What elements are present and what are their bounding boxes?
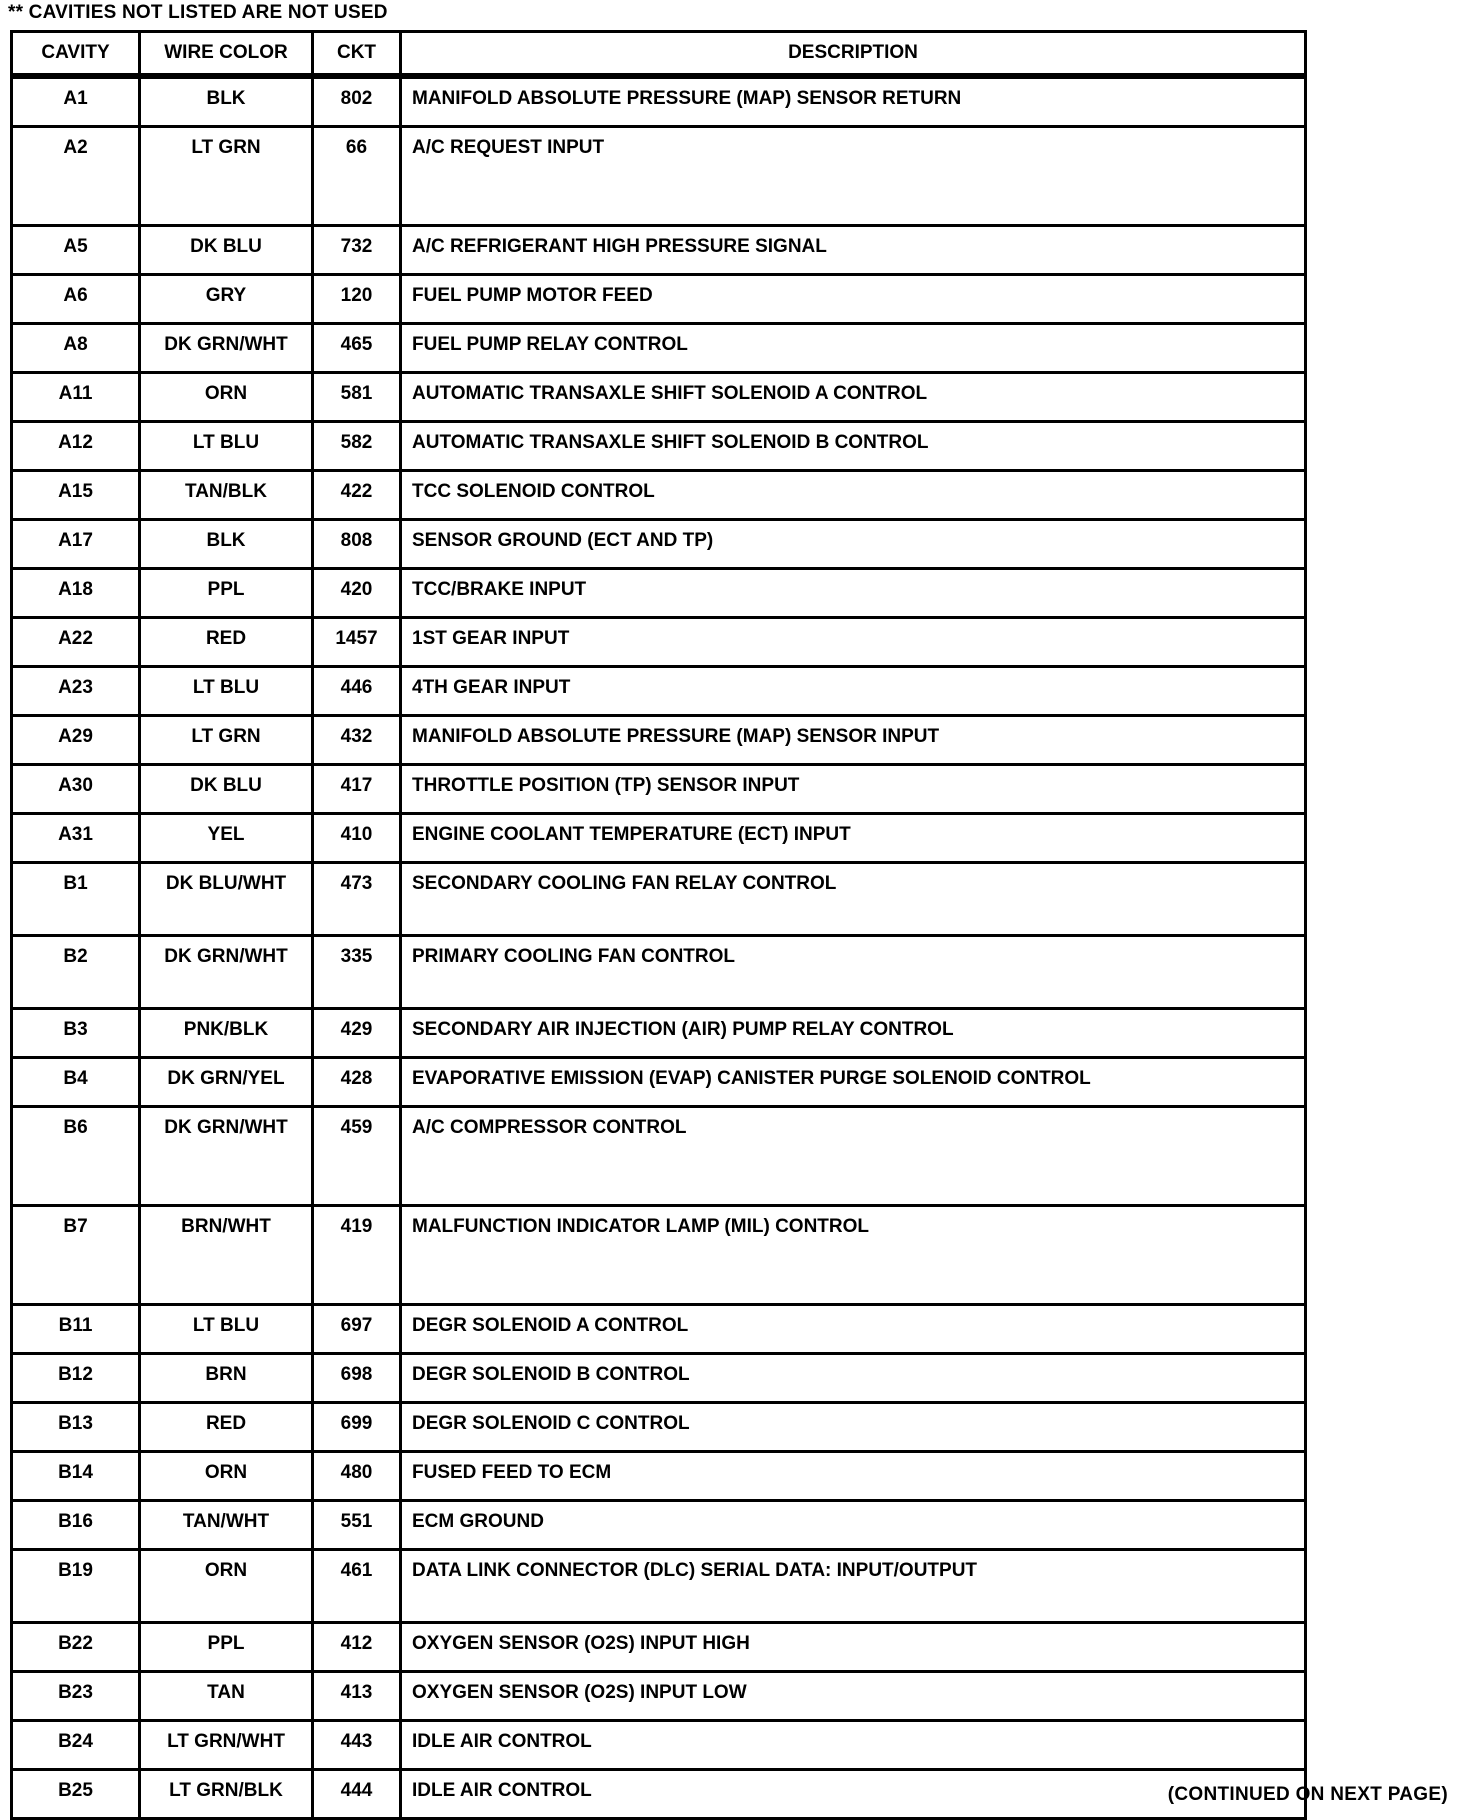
ckt-cell: 432 <box>313 716 401 765</box>
description-cell: A/C COMPRESSOR CONTROL <box>401 1107 1306 1206</box>
ckt-cell: 335 <box>313 936 401 1009</box>
cavity-cell: A29 <box>12 716 140 765</box>
cavity-cell: B4 <box>12 1058 140 1107</box>
ckt-cell: 444 <box>313 1770 401 1819</box>
wire-color-cell: LT GRN/WHT <box>140 1721 313 1770</box>
description-cell: ENGINE COOLANT TEMPERATURE (ECT) INPUT <box>401 814 1306 863</box>
cavities-note: ** CAVITIES NOT LISTED ARE NOT USED <box>8 2 388 23</box>
cavity-cell: B7 <box>12 1206 140 1305</box>
cavity-cell: A2 <box>12 127 140 226</box>
description-cell: DEGR SOLENOID A CONTROL <box>401 1305 1306 1354</box>
cavity-cell: B12 <box>12 1354 140 1403</box>
cavity-cell: A5 <box>12 226 140 275</box>
cavity-cell: A11 <box>12 373 140 422</box>
wire-color-cell: TAN/BLK <box>140 471 313 520</box>
table-row <box>12 1672 1306 1721</box>
wire-color-cell: GRY <box>140 275 313 324</box>
ckt-cell: 443 <box>313 1721 401 1770</box>
cavity-cell: B1 <box>12 863 140 936</box>
wire-color-cell: DK GRN/WHT <box>140 936 313 1009</box>
description-cell: AUTOMATIC TRANSAXLE SHIFT SOLENOID B CONTROL <box>401 422 1306 471</box>
ckt-cell: 1457 <box>313 618 401 667</box>
ckt-cell: 410 <box>313 814 401 863</box>
cavity-cell: B2 <box>12 936 140 1009</box>
description-cell: IDLE AIR CONTROL <box>401 1721 1306 1770</box>
connector-pinout-table <box>10 30 1307 1820</box>
description-cell: AUTOMATIC TRANSAXLE SHIFT SOLENOID A CONTROL <box>401 373 1306 422</box>
wire-color-cell: LT BLU <box>140 667 313 716</box>
description-cell: A/C REQUEST INPUT <box>401 127 1306 226</box>
table-row <box>12 765 1306 814</box>
table-body <box>12 76 1306 1819</box>
ckt-cell: 422 <box>313 471 401 520</box>
description-cell: MALFUNCTION INDICATOR LAMP (MIL) CONTROL <box>401 1206 1306 1305</box>
header-cavity: CAVITY <box>12 32 140 77</box>
header-ckt: CKT <box>313 32 401 77</box>
table-row <box>12 226 1306 275</box>
table-row <box>12 520 1306 569</box>
cavity-cell: A30 <box>12 765 140 814</box>
ckt-cell: 581 <box>313 373 401 422</box>
description-cell: 4TH GEAR INPUT <box>401 667 1306 716</box>
description-cell: DEGR SOLENOID B CONTROL <box>401 1354 1306 1403</box>
cavity-cell: B19 <box>12 1550 140 1623</box>
cavity-cell: A23 <box>12 667 140 716</box>
description-cell: IDLE AIR CONTROL <box>401 1770 1306 1819</box>
ckt-cell: 480 <box>313 1452 401 1501</box>
table-row <box>12 863 1306 936</box>
wire-color-cell: TAN <box>140 1672 313 1721</box>
table-row <box>12 1721 1306 1770</box>
wire-color-cell: DK BLU <box>140 226 313 275</box>
wire-color-cell: DK BLU <box>140 765 313 814</box>
ckt-cell: 551 <box>313 1501 401 1550</box>
wire-color-cell: BLK <box>140 76 313 127</box>
header-description: DESCRIPTION <box>401 32 1306 77</box>
description-cell: TCC/BRAKE INPUT <box>401 569 1306 618</box>
description-cell: ECM GROUND <box>401 1501 1306 1550</box>
table-row <box>12 275 1306 324</box>
table-row <box>12 667 1306 716</box>
description-cell: FUEL PUMP RELAY CONTROL <box>401 324 1306 373</box>
wire-color-cell: LT GRN <box>140 127 313 226</box>
cavity-cell: A18 <box>12 569 140 618</box>
wire-color-cell: DK GRN/WHT <box>140 324 313 373</box>
cavity-cell: A17 <box>12 520 140 569</box>
description-cell: MANIFOLD ABSOLUTE PRESSURE (MAP) SENSOR INPUT <box>401 716 1306 765</box>
table-row <box>12 324 1306 373</box>
cavity-cell: A12 <box>12 422 140 471</box>
ckt-cell: 429 <box>313 1009 401 1058</box>
description-cell: THROTTLE POSITION (TP) SENSOR INPUT <box>401 765 1306 814</box>
description-cell: DEGR SOLENOID C CONTROL <box>401 1403 1306 1452</box>
ckt-cell: 417 <box>313 765 401 814</box>
ckt-cell: 473 <box>313 863 401 936</box>
ckt-cell: 459 <box>313 1107 401 1206</box>
ckt-cell: 461 <box>313 1550 401 1623</box>
cavity-cell: B14 <box>12 1452 140 1501</box>
description-cell: OXYGEN SENSOR (O2S) INPUT HIGH <box>401 1623 1306 1672</box>
ckt-cell: 582 <box>313 422 401 471</box>
wire-color-cell: BLK <box>140 520 313 569</box>
wire-color-cell: ORN <box>140 1550 313 1623</box>
table-row <box>12 1501 1306 1550</box>
cavity-cell: A31 <box>12 814 140 863</box>
table-row <box>12 1403 1306 1452</box>
table-row <box>12 618 1306 667</box>
cavity-cell: B25 <box>12 1770 140 1819</box>
cavity-cell: B11 <box>12 1305 140 1354</box>
table-row <box>12 814 1306 863</box>
wire-color-cell: BRN/WHT <box>140 1206 313 1305</box>
description-cell: A/C REFRIGERANT HIGH PRESSURE SIGNAL <box>401 226 1306 275</box>
table-row <box>12 127 1306 226</box>
table-row <box>12 936 1306 1009</box>
description-cell: SECONDARY AIR INJECTION (AIR) PUMP RELAY CONTROL <box>401 1009 1306 1058</box>
table-row <box>12 373 1306 422</box>
ckt-cell: 802 <box>313 76 401 127</box>
wire-color-cell: ORN <box>140 1452 313 1501</box>
cavity-cell: B24 <box>12 1721 140 1770</box>
ckt-cell: 697 <box>313 1305 401 1354</box>
cavity-cell: B3 <box>12 1009 140 1058</box>
wire-color-cell: LT BLU <box>140 1305 313 1354</box>
cavity-cell: A22 <box>12 618 140 667</box>
cavity-cell: B6 <box>12 1107 140 1206</box>
wire-color-cell: BRN <box>140 1354 313 1403</box>
wire-color-cell: RED <box>140 618 313 667</box>
table-row <box>12 471 1306 520</box>
description-cell: FUSED FEED TO ECM <box>401 1452 1306 1501</box>
ckt-cell: 120 <box>313 275 401 324</box>
table-row <box>12 1058 1306 1107</box>
description-cell: FUEL PUMP MOTOR FEED <box>401 275 1306 324</box>
cavity-cell: A1 <box>12 76 140 127</box>
wire-color-cell: LT BLU <box>140 422 313 471</box>
continued-note: (CONTINUED ON NEXT PAGE) <box>1167 1784 1448 1805</box>
description-cell: 1ST GEAR INPUT <box>401 618 1306 667</box>
table-row <box>12 1009 1306 1058</box>
ckt-cell: 465 <box>313 324 401 373</box>
ckt-cell: 420 <box>313 569 401 618</box>
cavity-cell: B22 <box>12 1623 140 1672</box>
wire-color-cell: DK GRN/YEL <box>140 1058 313 1107</box>
table-row <box>12 1623 1306 1672</box>
description-cell: PRIMARY COOLING FAN CONTROL <box>401 936 1306 1009</box>
table-row <box>12 76 1306 127</box>
table-row <box>12 1550 1306 1623</box>
ckt-cell: 446 <box>313 667 401 716</box>
wire-color-cell: DK GRN/WHT <box>140 1107 313 1206</box>
table-row <box>12 1206 1306 1305</box>
ckt-cell: 699 <box>313 1403 401 1452</box>
description-cell: EVAPORATIVE EMISSION (EVAP) CANISTER PURGE SOLENOID CONTROL <box>401 1058 1306 1107</box>
description-cell: TCC SOLENOID CONTROL <box>401 471 1306 520</box>
ckt-cell: 808 <box>313 520 401 569</box>
table-row <box>12 1770 1306 1819</box>
cavity-cell: A6 <box>12 275 140 324</box>
cavity-cell: B13 <box>12 1403 140 1452</box>
wire-color-cell: DK BLU/WHT <box>140 863 313 936</box>
wire-color-cell: LT GRN <box>140 716 313 765</box>
ckt-cell: 412 <box>313 1623 401 1672</box>
ckt-cell: 732 <box>313 226 401 275</box>
ckt-cell: 419 <box>313 1206 401 1305</box>
cavity-cell: B16 <box>12 1501 140 1550</box>
wire-color-cell: PPL <box>140 569 313 618</box>
ckt-cell: 698 <box>313 1354 401 1403</box>
ckt-cell: 428 <box>313 1058 401 1107</box>
table-row <box>12 569 1306 618</box>
table-row <box>12 1107 1306 1206</box>
header-wire-color: WIRE COLOR <box>140 32 313 77</box>
table-row <box>12 716 1306 765</box>
table-row <box>12 1452 1306 1501</box>
wire-color-cell: PPL <box>140 1623 313 1672</box>
wire-color-cell: PNK/BLK <box>140 1009 313 1058</box>
wire-color-cell: LT GRN/BLK <box>140 1770 313 1819</box>
wire-color-cell: RED <box>140 1403 313 1452</box>
description-cell: MANIFOLD ABSOLUTE PRESSURE (MAP) SENSOR RETURN <box>401 76 1306 127</box>
table-row <box>12 1354 1306 1403</box>
description-cell: SECONDARY COOLING FAN RELAY CONTROL <box>401 863 1306 936</box>
table-row <box>12 422 1306 471</box>
wire-color-cell: YEL <box>140 814 313 863</box>
cavity-cell: A8 <box>12 324 140 373</box>
table-header-row <box>12 32 1306 77</box>
ckt-cell: 413 <box>313 1672 401 1721</box>
description-cell: DATA LINK CONNECTOR (DLC) SERIAL DATA: INPUT/OUTPUT <box>401 1550 1306 1623</box>
cavity-cell: A15 <box>12 471 140 520</box>
wire-color-cell: TAN/WHT <box>140 1501 313 1550</box>
table-row <box>12 1305 1306 1354</box>
ckt-cell: 66 <box>313 127 401 226</box>
wire-color-cell: ORN <box>140 373 313 422</box>
description-cell: OXYGEN SENSOR (O2S) INPUT LOW <box>401 1672 1306 1721</box>
cavity-cell: B23 <box>12 1672 140 1721</box>
description-cell: SENSOR GROUND (ECT AND TP) <box>401 520 1306 569</box>
